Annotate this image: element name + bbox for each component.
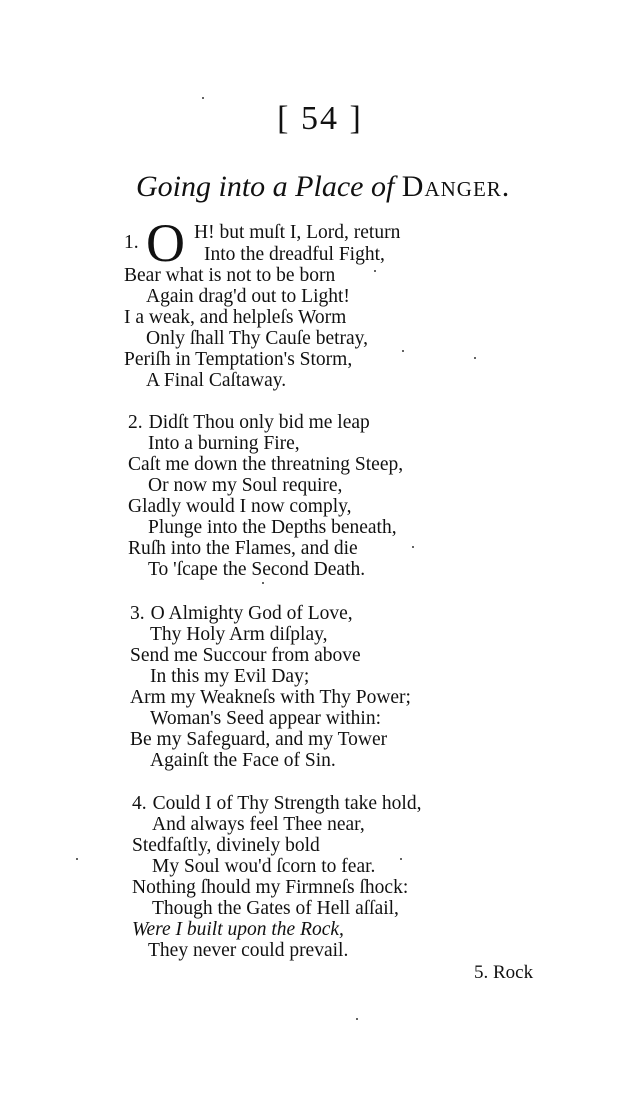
verse-line: Into the dreadful Fight,: [204, 244, 385, 265]
paper-speck: [374, 270, 376, 272]
verse-line: Stedfaſtly, divinely bold: [132, 835, 320, 856]
verse-line: Woman's Seed appear within:: [150, 708, 382, 729]
paper-speck: [400, 858, 402, 860]
verse-line: Were I built upon the Rock,: [132, 919, 344, 940]
stanza-number: 3.: [130, 603, 145, 624]
verse-line: Send me Succour from above: [130, 645, 361, 666]
verse-line: I a weak, and helpleſs Worm: [124, 307, 347, 328]
title-italic: Going into a Place of: [136, 170, 395, 203]
paper-speck: [402, 350, 404, 352]
paper-speck: [474, 357, 476, 359]
verse-line: Arm my Weakneſs with Thy Power;: [130, 687, 411, 708]
hymn-title: [136, 170, 510, 204]
paper-speck: [202, 97, 204, 99]
stanza-number: 4.: [132, 793, 147, 814]
paper-speck: [262, 582, 264, 584]
verse-line: My Soul wou'd ſcorn to fear.: [152, 856, 376, 877]
title-caps: Danger.: [401, 170, 511, 203]
verse-line: Or now my Soul require,: [148, 475, 343, 496]
drop-cap: O: [146, 213, 185, 273]
verse-line: A Final Caſtaway.: [146, 370, 287, 391]
verse-line: Periſh in Temptation's Storm,: [124, 349, 353, 370]
verse-line: O Almighty God of Love,: [150, 603, 353, 624]
verse-line: And always feel Thee near,: [152, 814, 365, 835]
verse-line: In this my Evil Day;: [150, 666, 310, 687]
verse-line: Ruſh into the Flames, and die: [128, 538, 358, 559]
page-number: [ 54 ]: [277, 100, 363, 137]
verse-line: Caſt me down the threatning Steep,: [128, 454, 404, 475]
verse-line: Only ſhall Thy Cauſe betray,: [146, 328, 369, 349]
stanza-number: 2.: [128, 412, 143, 433]
verse-line: H! but muſt I, Lord, return: [194, 222, 401, 243]
verse-line: Be my Safeguard, and my Tower: [130, 729, 388, 750]
paper-speck: [356, 1018, 358, 1020]
catchword: 5. Rock: [474, 962, 534, 983]
verse-line: Into a burning Fire,: [148, 433, 300, 454]
verse-line: Again drag'd out to Light!: [146, 286, 350, 307]
verse-line: Could I of Thy Strength take hold,: [152, 793, 422, 814]
verse-line: Againſt the Face of Sin.: [150, 750, 336, 771]
verse-line: Gladly would I now comply,: [128, 496, 352, 517]
paper-speck: [412, 546, 414, 548]
verse-line: Thy Holy Arm diſplay,: [150, 624, 328, 645]
stanza-number: 1.: [124, 232, 139, 253]
verse-line: Though the Gates of Hell aſſail,: [152, 898, 399, 919]
verse-line: Plunge into the Depths beneath,: [148, 517, 397, 538]
verse-line: Didſt Thou only bid me leap: [148, 412, 370, 433]
verse-line: They never could prevail.: [148, 940, 349, 961]
paper-speck: [76, 858, 78, 860]
verse-line: Bear what is not to be born: [124, 265, 336, 286]
verse-line: To 'ſcape the Second Death.: [148, 559, 366, 580]
verse-line: Nothing ſhould my Firmneſs ſhock:: [132, 877, 409, 898]
